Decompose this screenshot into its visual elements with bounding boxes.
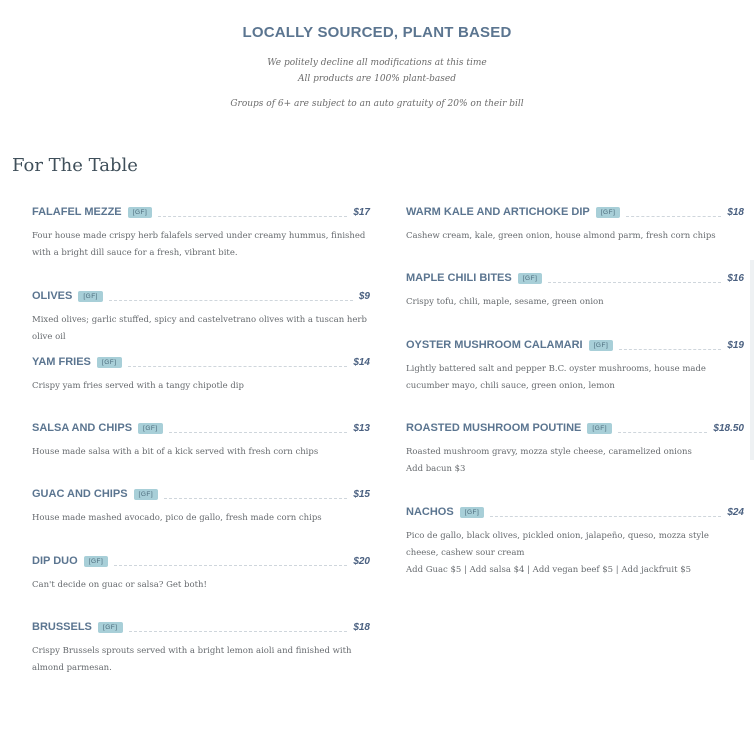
menu-item-maple-chili-bites — [406, 271, 744, 311]
dotted-leader — [490, 508, 721, 517]
item-name: YAM FRIES — [32, 356, 91, 368]
dotted-leader — [114, 557, 347, 566]
item-price: $18.50 — [713, 422, 744, 434]
item-name: OLIVES — [32, 290, 73, 302]
menu-item-warm-kale-dip — [406, 205, 744, 245]
page-title: LOCALLY SOURCED, PLANT BASED — [242, 24, 512, 41]
item-price: $19 — [727, 339, 744, 351]
dotted-leader — [169, 424, 348, 433]
item-name: OYSTER MUSHROOM CALAMARI — [406, 339, 583, 351]
item-price: $14 — [353, 356, 370, 368]
dotted-leader — [129, 623, 348, 632]
item-description: House made salsa with a bit of a kick served with fresh corn chips — [32, 447, 319, 457]
item-price: $17 — [353, 206, 370, 218]
dotted-leader — [109, 292, 353, 301]
item-description: Lightly battered salt and pepper B.C. oyster mushrooms, house made cucumber mayo, chili sauce, green onion, lemon — [406, 364, 706, 391]
item-addon: Add bacun $3 — [406, 464, 466, 474]
gratuity-note: Groups of 6+ are subject to an auto gratuity of 20% on their bill — [230, 99, 524, 109]
item-price: $15 — [353, 488, 370, 500]
gluten-free-badge: [GF] — [587, 423, 612, 434]
modification-note: We politely decline all modifications at this time — [267, 58, 487, 68]
item-price: $18 — [727, 206, 744, 218]
dotted-leader — [158, 208, 347, 217]
menu-item-olives — [32, 289, 370, 346]
menu-item-oyster-mushroom-calamari — [406, 338, 744, 395]
dotted-leader — [548, 274, 721, 283]
dotted-leader — [128, 358, 348, 367]
gluten-free-badge: [GF] — [84, 556, 109, 567]
gluten-free-badge: [GF] — [78, 291, 103, 302]
dotted-leader — [618, 424, 707, 433]
gluten-free-badge: [GF] — [589, 340, 614, 351]
plant-based-note: All products are 100% plant-based — [297, 74, 457, 84]
item-description: Roasted mushroom gravy, mozza style cheese, caramelized onions — [406, 447, 692, 457]
gluten-free-badge: [GF] — [460, 507, 485, 518]
menu-item-roasted-mushroom-poutine — [406, 421, 744, 478]
menu-item-falafel-mezze — [32, 205, 370, 262]
item-price: $16 — [727, 272, 744, 284]
item-name: WARM KALE AND ARTICHOKE DIP — [406, 206, 590, 218]
item-description: Mixed olives; garlic stuffed, spicy and castelvetrano olives with a tuscan herb olive oil — [32, 315, 367, 342]
gluten-free-badge: [GF] — [138, 423, 163, 434]
dotted-leader — [626, 208, 721, 217]
item-description: Pico de gallo, black olives, pickled onion, jalapeño, queso, mozza style cheese, cashew sour cream — [406, 531, 709, 558]
item-price: $20 — [353, 555, 370, 567]
item-description: Crispy yam fries served with a tangy chipotle dip — [32, 381, 244, 391]
item-name: GUAC AND CHIPS — [32, 488, 128, 500]
gluten-free-badge: [GF] — [97, 357, 122, 368]
gluten-free-badge: [GF] — [98, 622, 123, 633]
item-description: House made mashed avocado, pico de gallo, fresh made corn chips — [32, 513, 322, 523]
item-description: Crispy tofu, chili, maple, sesame, green onion — [406, 297, 604, 307]
item-description: Cashew cream, kale, green onion, house almond parm, fresh corn chips — [406, 231, 716, 241]
item-name: MAPLE CHILI BITES — [406, 272, 512, 284]
dotted-leader — [164, 490, 347, 499]
item-price: $13 — [353, 422, 370, 434]
item-name: BRUSSELS — [32, 621, 92, 633]
section-title: For The Table — [12, 155, 138, 176]
menu-item-dip-duo — [32, 554, 370, 594]
menu-item-guac-and-chips — [32, 487, 370, 527]
item-price: $18 — [353, 621, 370, 633]
item-price: $24 — [727, 506, 744, 518]
gluten-free-badge: [GF] — [518, 273, 543, 284]
item-description: Four house made crispy herb falafels served under creamy hummus, finished with a bright dill sauce for a fresh, vibrant bite. — [32, 231, 366, 258]
item-name: FALAFEL MEZZE — [32, 206, 122, 218]
item-name: ROASTED MUSHROOM POUTINE — [406, 422, 582, 434]
menu-item-nachos — [406, 505, 744, 579]
item-addon: Add Guac $5 | Add salsa $4 | Add vegan beef $5 | Add jackfruit $5 — [406, 565, 692, 575]
item-name: DIP DUO — [32, 555, 78, 567]
menu-item-yam-fries — [32, 355, 370, 395]
item-name: SALSA AND CHIPS — [32, 422, 133, 434]
menu-item-salsa-and-chips — [32, 421, 370, 461]
item-description: Can't decide on guac or salsa? Get both! — [32, 580, 207, 590]
gluten-free-badge: [GF] — [596, 207, 621, 218]
page-edge-shadow — [750, 260, 754, 460]
gluten-free-badge: [GF] — [134, 489, 159, 500]
menu-item-brussels — [32, 620, 370, 677]
dotted-leader — [619, 341, 721, 350]
item-name: NACHOS — [406, 506, 454, 518]
item-description: Crispy Brussels sprouts served with a bright lemon aioli and finished with almond parmesan. — [32, 646, 352, 673]
item-price: $9 — [358, 290, 370, 302]
gluten-free-badge: [GF] — [128, 207, 153, 218]
